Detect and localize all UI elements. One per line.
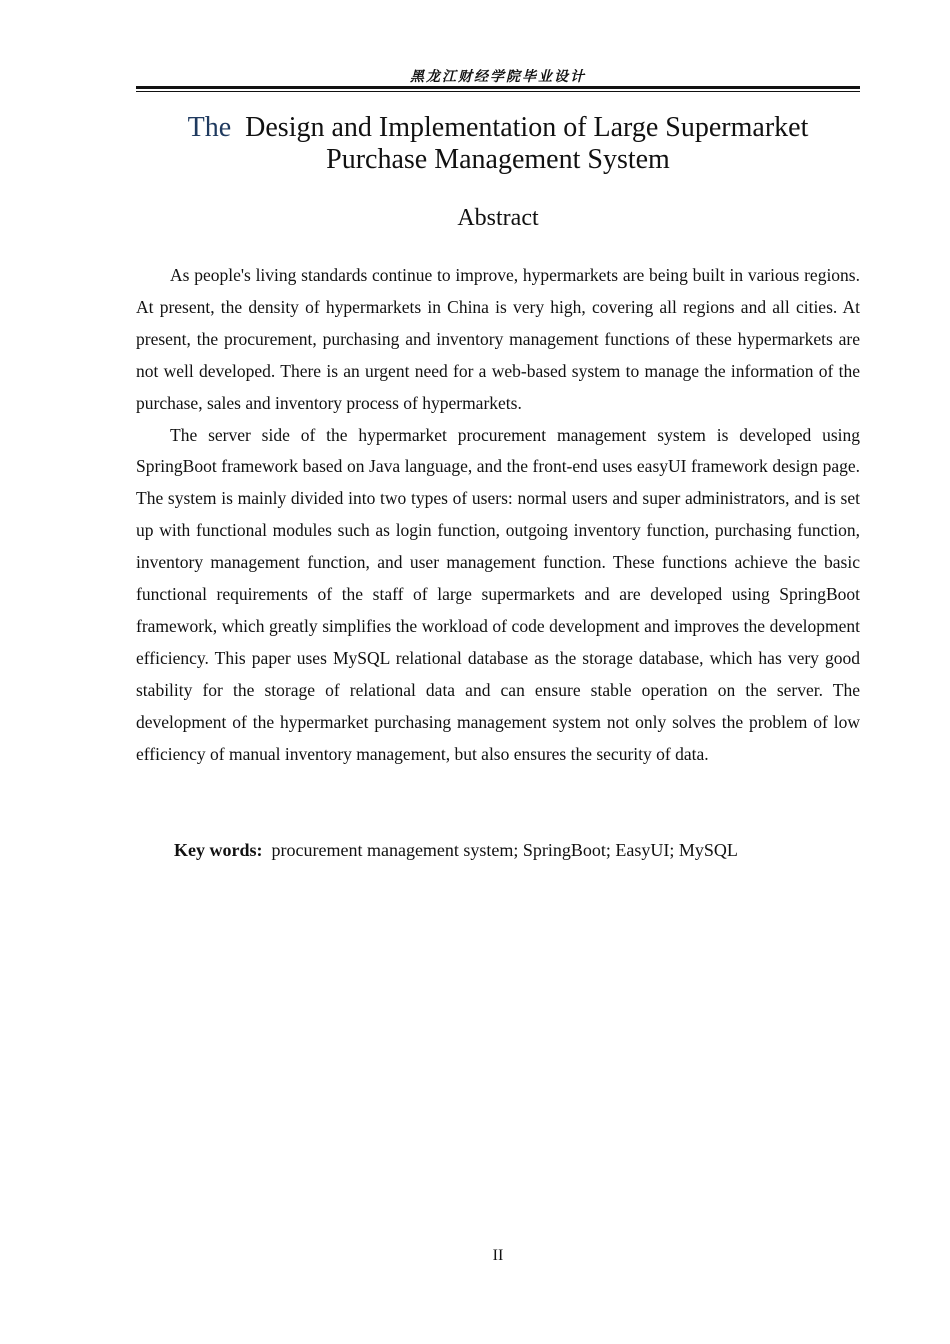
abstract-paragraph-1: As people's living standards continue to improve, hypermarkets are being built in various regions. At present, the density of hypermarkets in China is very high, covering all regions and all cities. At present, the procurement, purchasing and inventory management functions of these hypermarkets are not well developed. There is an urgent need for a web-based system to manage the information of the purchase, sales and inventory process of hypermarkets. [136,265,860,413]
keywords [174,835,860,865]
running-header: 黑龙江财经学院毕业设计 [410,69,586,85]
title-line-1: Design and Implementation of Large Supermarket [245,112,809,143]
keywords-list: procurement management system; SpringBoot; EasyUI; MySQL [271,840,738,860]
header-rule-thick [136,86,860,89]
paper-title [136,112,860,176]
abstract-heading: Abstract [457,205,539,231]
keywords-label: Key words: [174,840,263,860]
page-number: II [492,1247,504,1264]
abstract-body [136,260,860,771]
title-line-2: Purchase Management System [326,144,670,175]
header-rule-thin [136,91,860,92]
abstract-paragraph-2: The server side of the hypermarket procurement management system is developed using SpringBoot framework based on Java language, and the front-end uses easyUI framework design page. The system is mainly divided into two types of users: normal users and super administrators, and is set up with functional modules such as login function, outgoing inventory function, purchasing function, inventory management function, and user management function. These functions achieve the basic functional requirements of the staff of large supermarkets and are developed using SpringBoot framework, which greatly simplifies the workload of code development and improves the development efficiency. This paper uses MySQL relational database as the storage database, which has very good stability for the storage of relational data and can ensure stable operation on the server. The development of the hypermarket purchasing management system not only solves the problem of low efficiency of manual inventory management, but also ensures the security of data. [136,424,860,764]
title-lead-word: The [187,112,232,143]
